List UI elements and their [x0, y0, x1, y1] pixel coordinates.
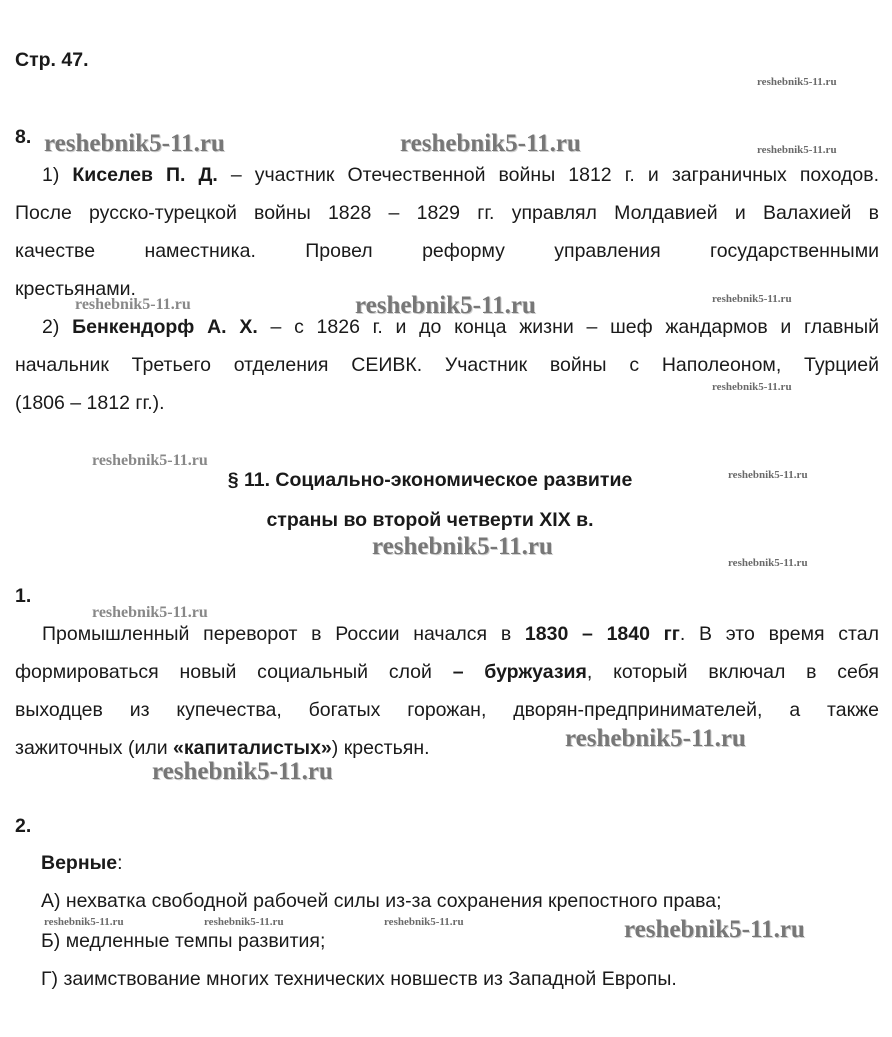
task-number-1: 1. — [15, 585, 32, 607]
task1-line3: выходцев из купечества, богатых горожан, дворян-предпринимателей, а также — [15, 699, 879, 721]
watermark: reshebnik5-11.ru — [728, 557, 808, 569]
page-number: Стр. 47. — [15, 49, 89, 71]
task8-item1-line3: качестве наместника. Провел реформу управления государственными — [15, 240, 879, 262]
section-heading-line1: § 11. Социально-экономическое развитие — [227, 469, 633, 491]
watermark: reshebnik5-11.ru — [355, 292, 536, 319]
person-name-benkendorf: Бенкендорф А. Х. — [72, 316, 258, 338]
person-name-kiselev: Киселев П. Д. — [72, 164, 218, 186]
item-text: – с 1826 г. и до конца жизни – шеф жандармов и главный — [257, 316, 880, 338]
task8-item1-line2: После русско-турецкой войны 1828 – 1829 гг. управлял Молдавией и Валахией в — [15, 202, 879, 224]
task1-line4 — [15, 736, 430, 760]
text-span: . В это время стал — [679, 623, 879, 645]
task8-item2-line3: (1806 – 1812 гг.). — [15, 392, 165, 414]
item-text: – участник Отечественной войны 1812 г. и заграничных походов. — [217, 164, 879, 186]
task1-line2 — [15, 660, 879, 684]
task8-item1-line1 — [15, 163, 879, 187]
text-span: Промышленный переворот в России начался в — [42, 623, 525, 645]
text-span: ) крестьян. — [331, 737, 430, 759]
watermark: reshebnik5-11.ru — [565, 725, 746, 752]
watermark: reshebnik5-11.ru — [400, 130, 581, 157]
term-capitalist: «капиталистых» — [173, 737, 332, 759]
section-heading-line2: страны во второй четверти XIX в. — [266, 509, 594, 531]
watermark: reshebnik5-11.ru — [44, 916, 124, 928]
text-span: формироваться новый социальный слой — [15, 661, 453, 683]
watermark: reshebnik5-11.ru — [757, 76, 837, 88]
task8-item2-line2: начальник Третьего отделения СЕИВК. Участник войны с Наполеоном, Турцией — [15, 354, 879, 376]
correct-label — [41, 851, 123, 875]
text-span: , который включал в себя — [586, 661, 879, 683]
text-span: зажиточных (или — [15, 737, 174, 759]
watermark: reshebnik5-11.ru — [728, 469, 808, 481]
watermark: reshebnik5-11.ru — [75, 296, 191, 313]
watermark: reshebnik5-11.ru — [44, 130, 225, 157]
watermark: reshebnik5-11.ru — [372, 533, 553, 560]
term-bourgeoisie: – буржуазия — [452, 661, 587, 683]
task8-item1-line4: крестьянами. — [15, 278, 136, 300]
watermark: reshebnik5-11.ru — [92, 604, 208, 621]
correct-label-text: Верные — [41, 852, 118, 874]
watermark: reshebnik5-11.ru — [204, 916, 284, 928]
answer-g: Г) заимствование многих технических новшеств из Западной Европы. — [41, 968, 677, 990]
task-number-2: 2. — [15, 815, 32, 837]
years-bold: 1830 – 1840 гг — [524, 623, 680, 645]
task1-line1 — [15, 622, 879, 646]
watermark: reshebnik5-11.ru — [757, 144, 837, 156]
item-prefix: 2) — [42, 316, 73, 338]
watermark: reshebnik5-11.ru — [152, 758, 333, 785]
item-prefix: 1) — [42, 164, 73, 186]
watermark: reshebnik5-11.ru — [712, 381, 792, 393]
colon: : — [117, 852, 123, 874]
watermark: reshebnik5-11.ru — [624, 916, 805, 943]
watermark: reshebnik5-11.ru — [92, 452, 208, 469]
answer-b: Б) медленные темпы развития; — [41, 930, 326, 952]
watermark: reshebnik5-11.ru — [712, 293, 792, 305]
answer-a: А) нехватка свободной рабочей силы из-за сохранения крепостного права; — [41, 890, 722, 912]
watermark: reshebnik5-11.ru — [384, 916, 464, 928]
task-number-8: 8. — [15, 126, 32, 148]
